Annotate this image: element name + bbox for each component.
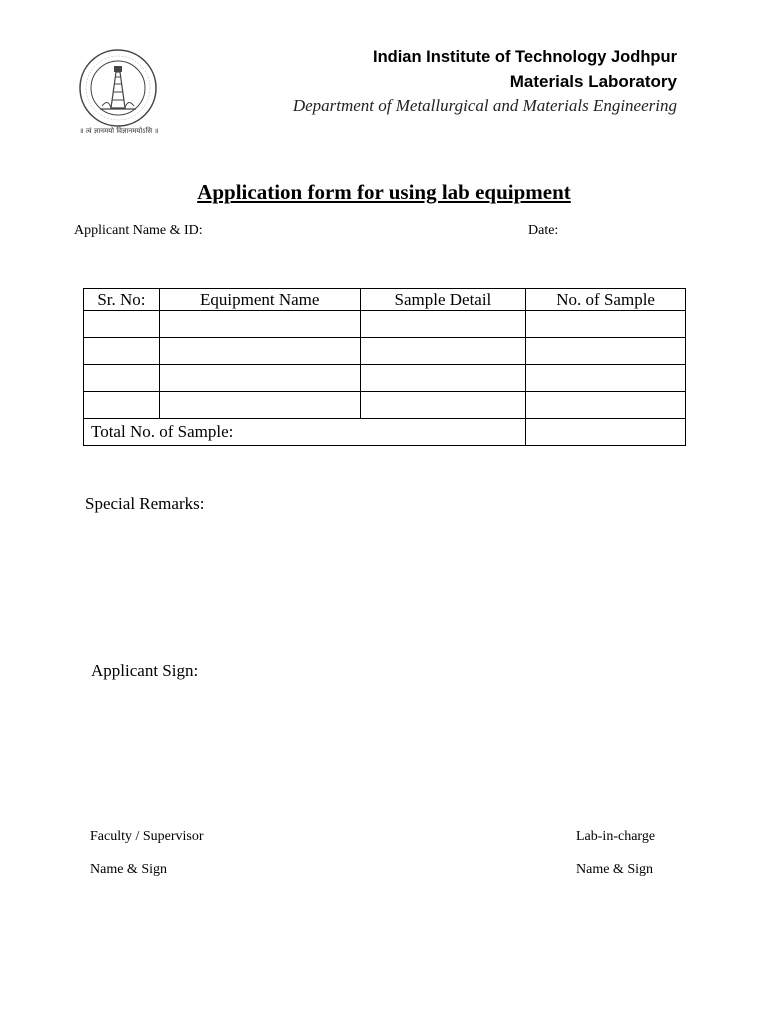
header-sample-detail: Sample Detail [360,289,526,311]
total-value-cell[interactable] [526,419,686,446]
laboratory-name: Materials Laboratory [509,72,677,91]
applicant-sign-label: Applicant Sign: [91,661,199,680]
iit-jodhpur-logo [78,48,158,128]
faculty-name-sign-label: Name & Sign [90,862,167,877]
equipment-table [83,288,686,446]
table-cell[interactable] [84,365,160,392]
form-title: Application form for using lab equipment [197,180,571,204]
lab-in-charge-label: Lab-in-charge [576,829,656,844]
table-cell[interactable] [159,338,360,365]
department-name: Department of Metallurgical and Materials Engineering [292,96,677,115]
table-cell[interactable] [159,365,360,392]
special-remarks-label: Special Remarks: [85,494,205,513]
table-cell[interactable] [84,311,160,338]
lab-incharge-name-sign-label: Name & Sign [576,862,653,877]
table-cell[interactable] [360,365,526,392]
applicant-name-label: Applicant Name & ID: [74,223,203,238]
table-cell[interactable] [84,392,160,419]
institute-name: Indian Institute of Technology Jodhpur [372,48,677,66]
table-cell[interactable] [84,338,160,365]
table-cell[interactable] [360,338,526,365]
table-cell[interactable] [159,392,360,419]
total-row [84,419,686,446]
table-cell[interactable] [526,338,686,365]
table-cell[interactable] [159,311,360,338]
table-cell[interactable] [360,392,526,419]
table-row [84,338,686,365]
header-no-of-sample: No. of Sample [526,289,686,311]
faculty-supervisor-label: Faculty / Supervisor [90,829,204,844]
table-cell[interactable] [526,365,686,392]
table-row [84,311,686,338]
table-row [84,392,686,419]
header-sr-no: Sr. No: [84,289,160,311]
total-label: Total No. of Sample: [84,419,526,446]
table-cell[interactable] [360,311,526,338]
table-row [84,365,686,392]
date-label: Date: [528,223,559,238]
table-cell[interactable] [526,311,686,338]
table-cell[interactable] [526,392,686,419]
header-equipment-name: Equipment Name [159,289,360,311]
table-header-row [84,289,686,311]
logo-motto: ॥ त्वं ज्ञानमयो विज्ञानमयोऽसि ॥ [79,127,159,135]
